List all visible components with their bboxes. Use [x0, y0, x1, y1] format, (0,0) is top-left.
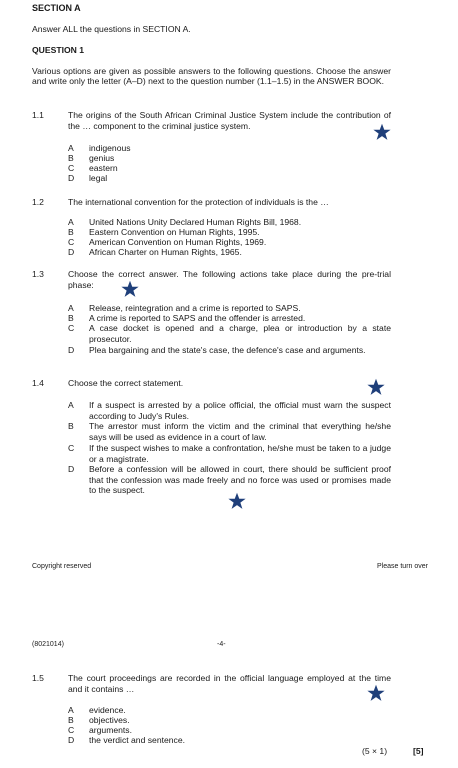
option-item: D African Charter on Human Rights, 1965. — [68, 247, 242, 257]
question-number: 1.2 — [32, 197, 44, 207]
option-item: B genius — [68, 153, 115, 163]
option-item: B Eastern Convention on Human Rights, 1995. — [68, 227, 260, 237]
option-item: C arguments. — [68, 725, 132, 735]
option-item: B A crime is reported to SAPS and the offender is arrested. — [68, 313, 306, 323]
marks-total: [5] — [413, 746, 424, 756]
star-icon — [228, 492, 246, 510]
marks-formula: (5 × 1) — [362, 746, 388, 756]
option-item: D Before a confession will be allowed in court, there should be sufficient proof that the confession was made freely and no force was used or promises made to the suspect. — [68, 464, 391, 495]
option-item: B objectives. — [68, 715, 130, 725]
option-item: D Plea bargaining and the state's case, the defence's case and arguments. — [68, 345, 366, 355]
option-item: A If a suspect is arrested by a police official, the official must warn the suspect according to Judy's Rules. — [68, 400, 391, 421]
section-title: SECTION A — [32, 3, 81, 13]
question-number: 1.4 — [32, 378, 44, 388]
question-number: 1.1 — [32, 110, 44, 120]
question-title: QUESTION 1 — [32, 45, 85, 55]
option-item: A evidence. — [68, 705, 126, 715]
page-number: -4- — [217, 641, 226, 648]
option-item: A Release, reintegration and a crime is reported to SAPS. — [68, 303, 301, 313]
star-icon — [373, 123, 391, 141]
question-text: The origins of the South African Criminal Justice System include the contribution of the … component to the criminal justice system. — [68, 110, 391, 131]
option-item: A United Nations Unity Declared Human Rights Bill, 1968. — [68, 217, 302, 227]
question-text: Choose the correct answer. The following actions take place during the pre-trial phase: — [68, 269, 391, 290]
option-item: A indigenous — [68, 143, 131, 153]
star-icon — [367, 684, 385, 702]
option-item: C If the suspect wishes to make a confrontation, he/she must be taken to a judge or a magistrate. — [68, 443, 391, 464]
option-item: C A case docket is opened and a charge, plea or introduction by a state prosecutor. — [68, 323, 391, 344]
intro-text: Various options are given as possible answers to the following questions. Choose the answer and write only the letter (A–D) next to the question number (1.1–1.5) in the ANSWER BOOK. — [32, 66, 391, 86]
star-icon — [121, 280, 139, 298]
question-text: Choose the correct statement. — [68, 378, 184, 388]
copyright-text: Copyright reserved — [32, 563, 92, 570]
paper-code: (8021014) — [32, 641, 64, 648]
question-number: 1.3 — [32, 269, 44, 279]
instruction: Answer ALL the questions in SECTION A. — [32, 24, 191, 34]
option-item: C eastern — [68, 163, 118, 173]
option-item: B The arrestor must inform the victim and the criminal that everything he/she says will be used as evidence in a court of law. — [68, 421, 391, 442]
option-item: D the verdict and sentence. — [68, 735, 186, 745]
option-item: D legal — [68, 173, 108, 183]
option-item: C American Convention on Human Rights, 1969. — [68, 237, 267, 247]
turn-over-text: Please turn over — [377, 563, 428, 570]
question-text: The court proceedings are recorded in the official language employed at the time and it contains … — [68, 673, 391, 694]
question-number: 1.5 — [32, 673, 44, 683]
question-text: The international convention for the protection of individuals is the … — [68, 197, 329, 207]
star-icon — [367, 378, 385, 396]
